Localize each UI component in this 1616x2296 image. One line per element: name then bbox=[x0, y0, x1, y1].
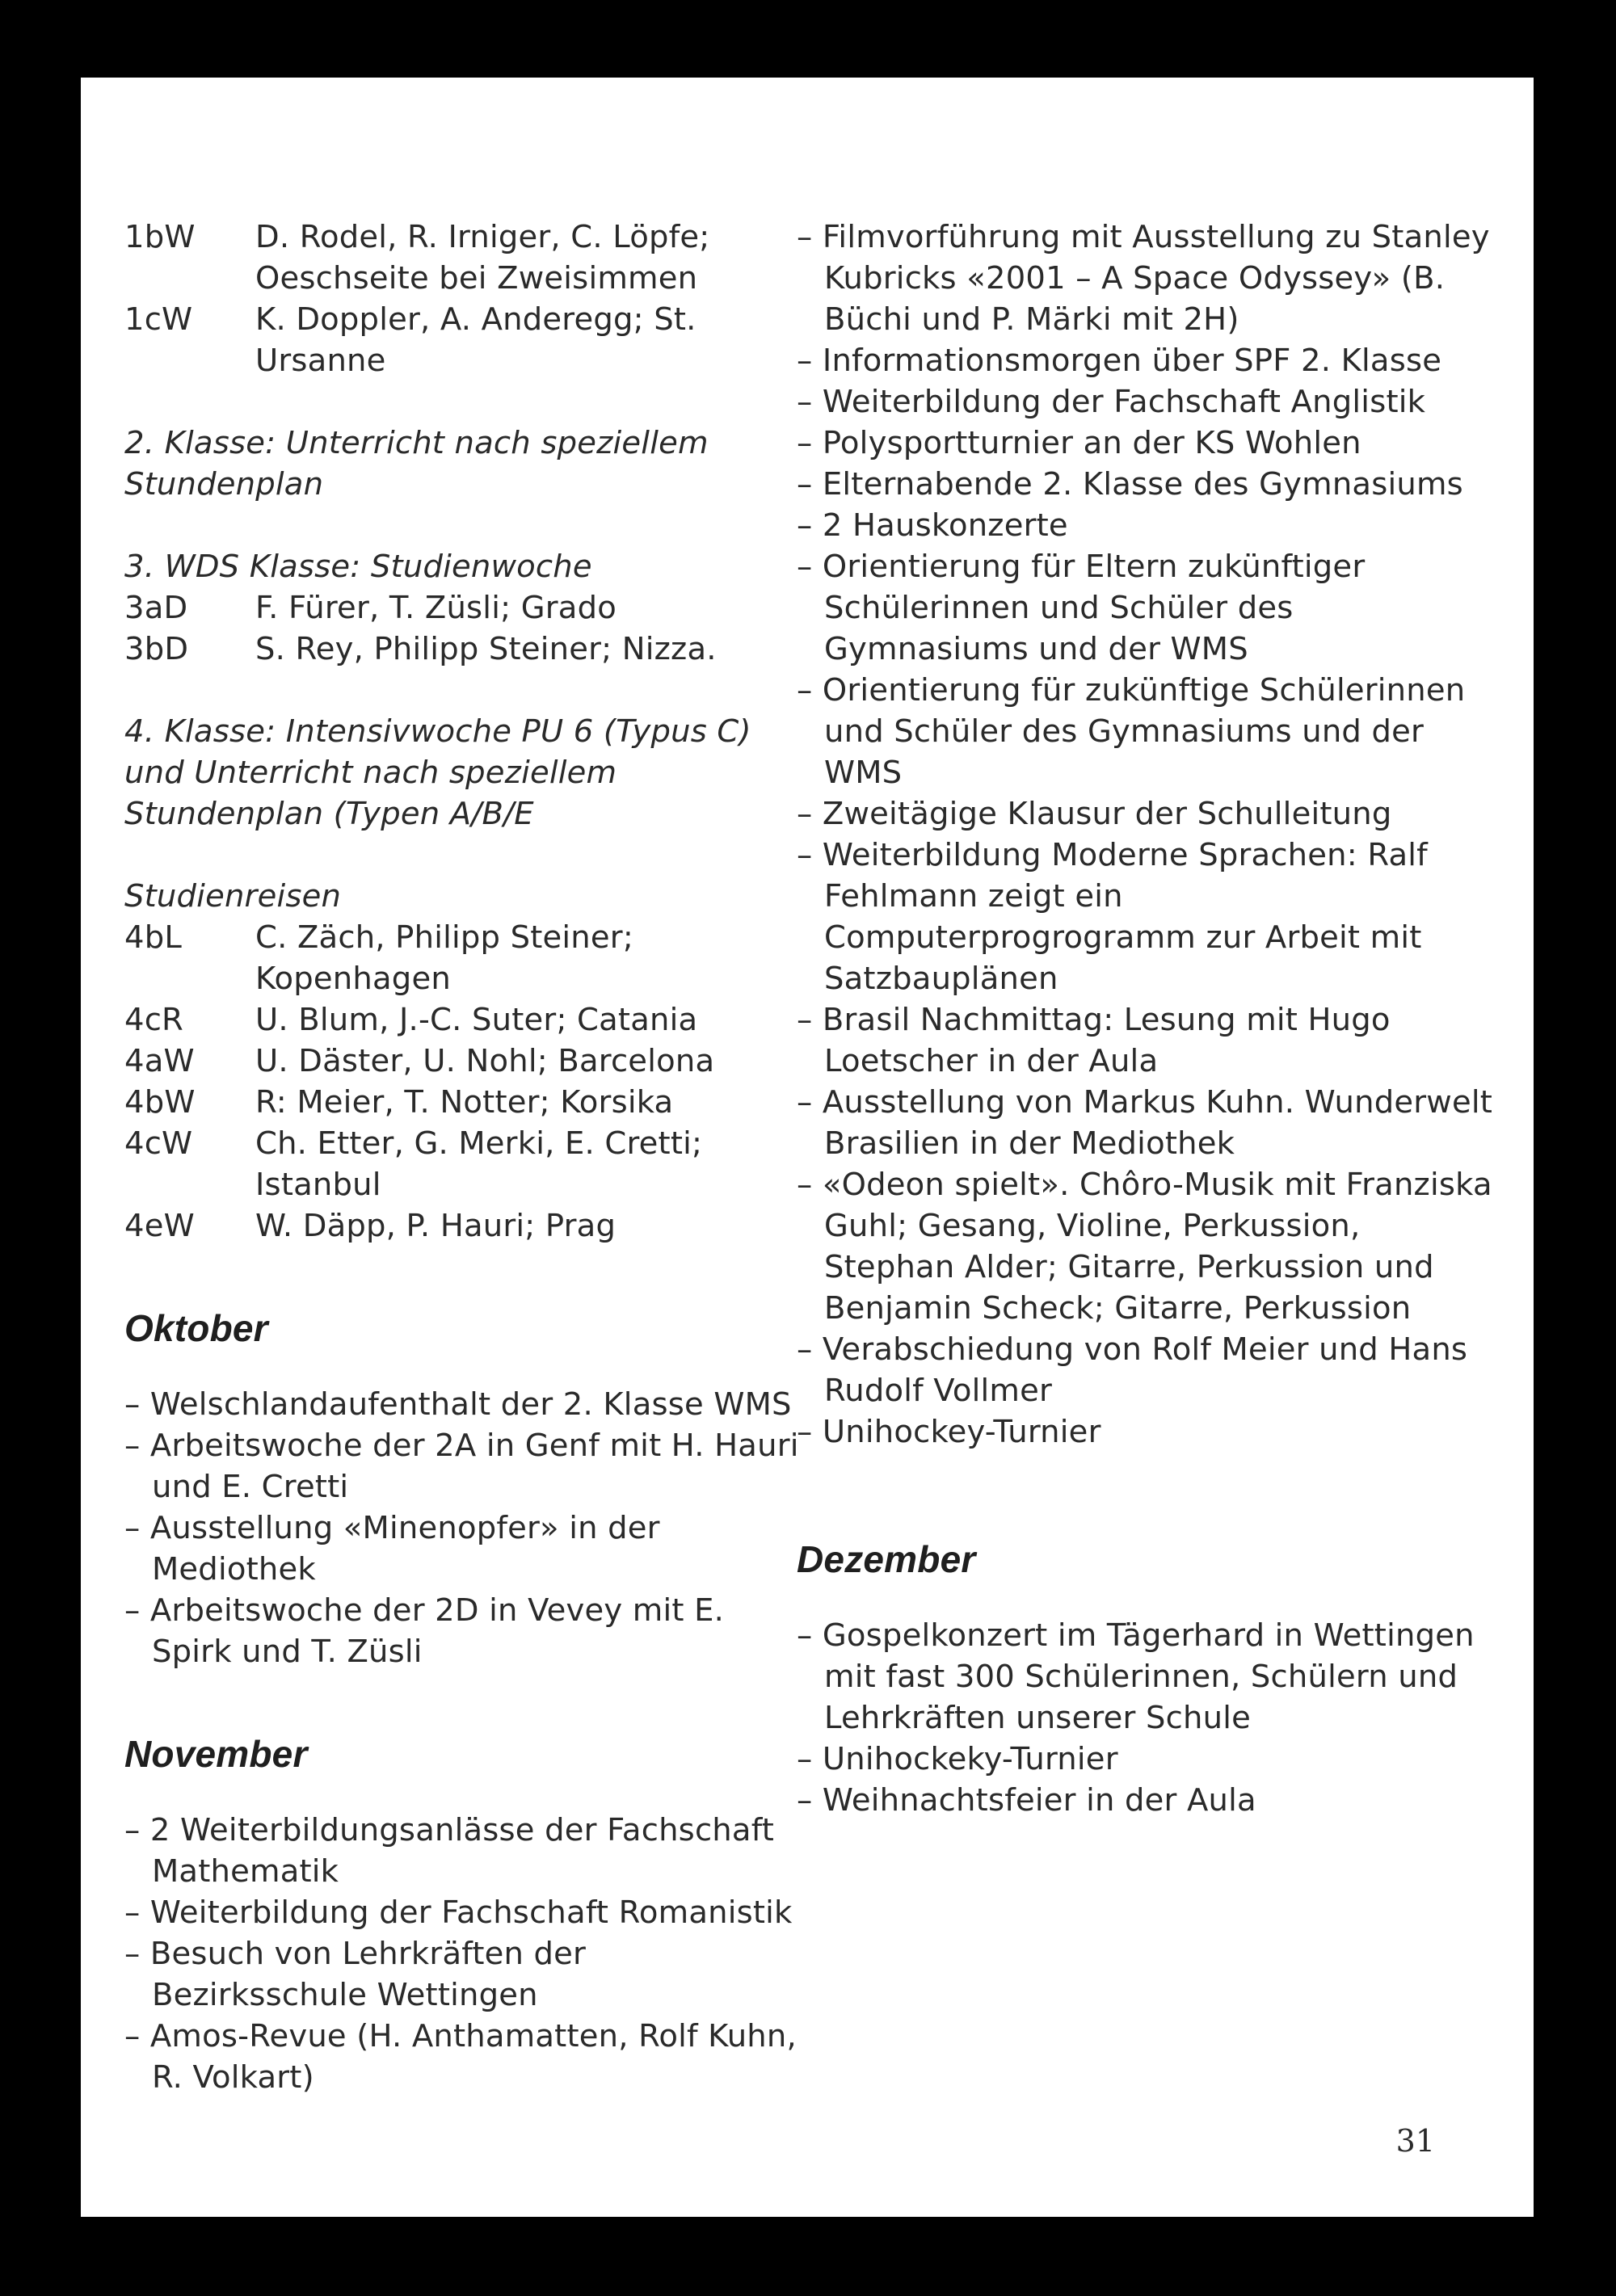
list-item: – Verabschiedung von Rolf Meier und Hans Rudolf Vollmer bbox=[797, 1331, 1468, 1409]
list-item: – Brasil Nachmittag: Lesung mit Hugo Loetscher in der Aula bbox=[797, 1002, 1391, 1079]
class-row bbox=[124, 217, 803, 299]
document-page bbox=[81, 78, 1534, 2217]
list-item: – Weiterbildung der Fachschaft Romanistik bbox=[124, 1894, 793, 1931]
class-detail: D. Rodel, R. Irniger, C. Löpfe; Oeschseite bei Zweisimmen bbox=[255, 219, 710, 296]
class-row bbox=[124, 629, 803, 670]
list-item: – Amos-Revue (H. Anthamatten, Rolf Kuhn, R. Volkart) bbox=[124, 2018, 797, 2096]
month-heading-oktober: Oktober bbox=[124, 1307, 268, 1349]
class-detail: C. Zäch, Philipp Steiner; Kopenhagen bbox=[255, 919, 633, 997]
list-item: – Informationsmorgen über SPF 2. Klasse bbox=[797, 343, 1442, 379]
class-code: 4eW bbox=[124, 1208, 195, 1244]
class-code: 4cR bbox=[124, 1002, 184, 1038]
month-heading-november: November bbox=[124, 1733, 308, 1775]
class-detail: U. Däster, U. Nohl; Barcelona bbox=[255, 1043, 715, 1079]
class-detail: U. Blum, J.-C. Suter; Catania bbox=[255, 1002, 698, 1038]
list-item: – Besuch von Lehrkräften der Bezirksschule Wettingen bbox=[124, 1936, 587, 2013]
left-column bbox=[124, 217, 803, 2098]
class-row bbox=[124, 1082, 803, 1123]
list-item: – Gospelkonzert im Tägerhard in Wettingen mit fast 300 Schülerinnen, Schülern und Lehrkräften unserer Schule bbox=[797, 1617, 1475, 1736]
november-continued-list bbox=[797, 217, 1500, 1453]
class-code: 3aD bbox=[124, 590, 188, 626]
list-item: – Filmvorführung mit Ausstellung zu Stanley Kubricks «2001 – A Space Odyssey» (B. Büchi und P. Märki mit 2H) bbox=[797, 219, 1490, 338]
class-detail: Ch. Etter, G. Merki, E. Cretti; Istanbul bbox=[255, 1125, 703, 1203]
class-code: 1bW bbox=[124, 219, 196, 255]
class-row bbox=[124, 1041, 803, 1082]
class-row bbox=[124, 917, 803, 999]
class-detail: F. Fürer, T. Züsli; Grado bbox=[255, 590, 617, 626]
class-detail: W. Däpp, P. Hauri; Prag bbox=[255, 1208, 617, 1244]
list-item: – Ausstellung von Markus Kuhn. Wunderwelt Brasilien in der Mediothek bbox=[797, 1084, 1493, 1162]
class-detail: R: Meier, T. Notter; Korsika bbox=[255, 1084, 674, 1121]
list-item: – 2 Weiterbildungsanlässe der Fachschaft Mathematik bbox=[124, 1812, 775, 1890]
class-code: 1cW bbox=[124, 301, 193, 338]
list-item: – Weiterbildung Moderne Sprachen: Ralf Fehlmann zeigt ein Computerprogrogramm zur Arbeit mit Satzbauplänen bbox=[797, 837, 1428, 997]
studienreisen-heading: Studienreisen bbox=[124, 878, 342, 915]
class-row bbox=[124, 999, 803, 1041]
class-code: 4bL bbox=[124, 919, 182, 956]
dezember-list bbox=[797, 1615, 1500, 1821]
oktober-list bbox=[124, 1384, 803, 1672]
list-item: – Arbeitswoche der 2D in Vevey mit E. Spirk und T. Züsli bbox=[124, 1592, 725, 1670]
studienreisen-list bbox=[124, 917, 803, 1247]
class-code: 4aW bbox=[124, 1043, 195, 1079]
class2-heading: 2. Klasse: Unterricht nach speziellem Stundenplan bbox=[124, 425, 709, 503]
class-code: 3bD bbox=[124, 631, 189, 667]
list-item: – Weiterbildung der Fachschaft Anglistik bbox=[797, 384, 1426, 420]
class-code: 4bW bbox=[124, 1084, 196, 1121]
list-item: – Arbeitswoche der 2A in Genf mit H. Hauri und E. Cretti bbox=[124, 1428, 799, 1505]
month-heading-dezember: Dezember bbox=[797, 1538, 976, 1580]
class-detail: K. Doppler, A. Anderegg; St. Ursanne bbox=[255, 301, 696, 379]
list-item: – «Odeon spielt». Chôro-Musik mit Franziska Guhl; Gesang, Violine, Perkussion, Stephan Alder; Gitarre, Perkussion und Benjamin Scheck; Gitarre, Perkussion bbox=[797, 1167, 1492, 1327]
list-item: – Orientierung für Eltern zukünftiger Schülerinnen und Schüler des Gymnasiums und der WMS bbox=[797, 549, 1366, 667]
list-item: – Zweitägige Klausur der Schulleitung bbox=[797, 796, 1392, 832]
class-detail: S. Rey, Philipp Steiner; Nizza. bbox=[255, 631, 717, 667]
class-row bbox=[124, 587, 803, 629]
list-item: – Welschlandaufenthalt der 2. Klasse WMS bbox=[124, 1386, 792, 1423]
list-item: – Weihnachtsfeier in der Aula bbox=[797, 1782, 1256, 1819]
class-row bbox=[124, 299, 803, 381]
class3-heading: 3. WDS Klasse: Studienwoche bbox=[124, 549, 592, 585]
list-item: – Polysportturnier an der KS Wohlen bbox=[797, 425, 1361, 461]
class-code: 4cW bbox=[124, 1125, 193, 1162]
list-item: – 2 Hauskonzerte bbox=[797, 507, 1068, 544]
list-item: – Ausstellung «Minenopfer» in der Mediothek bbox=[124, 1510, 660, 1587]
class-row bbox=[124, 1205, 803, 1247]
class-row bbox=[124, 1123, 803, 1205]
list-item: – Unihockey-Turnier bbox=[797, 1414, 1101, 1450]
right-column bbox=[797, 217, 1500, 1821]
list-item: – Unihockeky-Turnier bbox=[797, 1741, 1118, 1777]
list-item: – Elternabende 2. Klasse des Gymnasiums bbox=[797, 466, 1463, 503]
november-list bbox=[124, 1810, 803, 2098]
intro-class-list bbox=[124, 217, 803, 381]
page-number: 31 bbox=[1395, 2123, 1435, 2159]
class4-heading: 4. Klasse: Intensivwoche PU 6 (Typus C) und Unterricht nach speziellem Stundenplan (Typen A/B/E bbox=[124, 713, 751, 832]
list-item: – Orientierung für zukünftige Schülerinnen und Schüler des Gymnasiums und der WMS bbox=[797, 672, 1466, 791]
